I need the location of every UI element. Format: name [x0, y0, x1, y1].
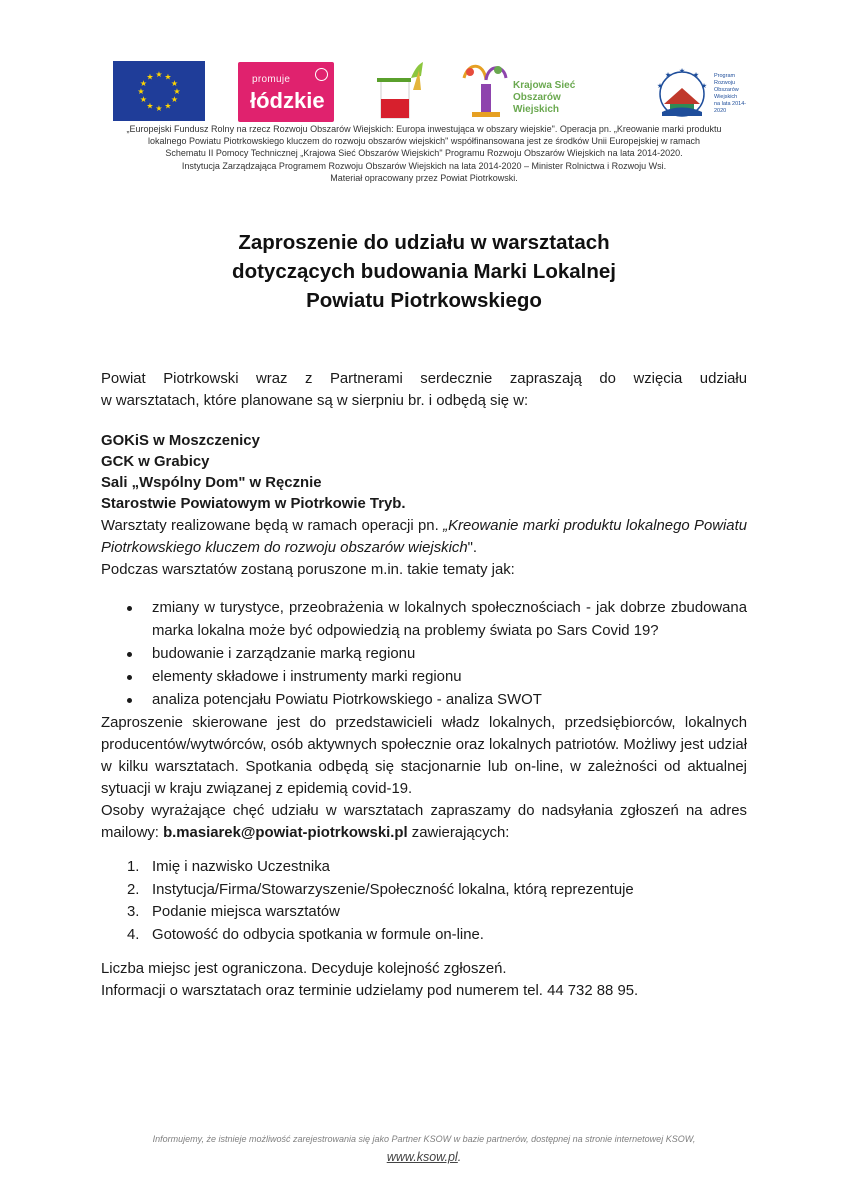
prow-logo: [650, 64, 750, 124]
invitation-paragraph: Zaproszenie skierowane jest do przedstawicieli władz lokalnych, przedsiębiorców, lokalnych producentów/wytwórców, osób aktywnych społecznie oraz lokalnych patriotów. Możliwy jest udział w kilku warsztatach. Spotkania odbędą się stacjonarnie lub on-line, w zależności od aktualnej sytuacji w kraju związanej z epidemią covid-19.: [101, 715, 747, 797]
how-to-apply-suffix: zawierających:: [407, 825, 510, 841]
prow-logo-text: [714, 73, 750, 115]
svg-text:★: ★: [155, 104, 163, 113]
place-item: Starostwie Powiatowym w Piotrkowie Tryb.: [101, 496, 406, 512]
poland-rural-logo: [375, 60, 427, 122]
closing-line1: Liczba miejsc jest ograniczona. Decyduje kolejność zgłoszeń.: [101, 961, 507, 977]
bullet-icon: [127, 652, 132, 657]
funding-note-line2: lokalnego Powiatu Piotrkowskiego kluczem do rozwoju obszarów wiejskich" współfinansowana jest ze środków Unii Europejskiej w ramach: [148, 136, 700, 147]
field-item: [101, 856, 747, 879]
page-title: [100, 228, 748, 315]
topic-text: elementy składowe i instrumenty marki regionu: [152, 669, 462, 685]
place-item: GCK w Grabicy: [101, 454, 210, 470]
footer-website: [60, 1151, 788, 1164]
svg-text:★: ★: [170, 95, 179, 104]
topic-text: analiza potencjału Powiatu Piotrkowskiego - analiza SWOT: [152, 692, 542, 708]
topic-text: budowanie i zarządzanie marką regionu: [152, 646, 416, 662]
field-item: [101, 901, 747, 924]
svg-text:★: ★: [692, 71, 700, 79]
ksow-line2: Obszarów Wiejskich: [513, 92, 561, 115]
funding-note: [110, 123, 738, 184]
prow-line5: na lata 2014-2020: [714, 101, 747, 114]
how-to-apply-prefix: Osoby wyrażające chęć udziału w warsztatach zapraszamy do nadsyłania zgłoszeń na adres mailowy:: [101, 803, 747, 841]
title-line1: Zaproszenie do udziału w warsztatach: [238, 231, 610, 254]
operation-suffix: ".: [467, 540, 478, 556]
field-item: [101, 879, 747, 902]
eu-flag-logo: [113, 61, 205, 121]
field-text: Instytucja/Firma/Stowarzyszenie/Społeczność lokalna, którą reprezentuje: [152, 881, 634, 898]
closing-notes: [101, 958, 747, 1002]
topics-list: [101, 597, 747, 712]
funding-note-line1: „Europejski Fundusz Rolny na rzecz Rozwoju Obszarów Wiejskich: Europa inwestująca w obszary wiejskie". Operacja pn. „Kreowanie marki produktu: [126, 124, 722, 134]
svg-text:★: ★: [678, 67, 686, 75]
title-line2: dotyczących budowania Marki Lokalnej: [232, 260, 616, 283]
intro-line2: w warsztatach, które planowane są w sierpniu br. i odbędą się w:: [101, 393, 529, 409]
website-suffix: .: [457, 1150, 462, 1164]
bullet-icon: [127, 698, 132, 703]
footer: [60, 1133, 788, 1164]
svg-text:★: ★: [164, 72, 172, 82]
svg-text:★: ★: [173, 87, 181, 96]
field-number: 3.: [127, 904, 140, 920]
prow-line2: Rozwoju: [714, 80, 736, 86]
field-number: 2.: [127, 881, 140, 898]
logos-strip: [110, 58, 750, 124]
field-text: Podanie miejsca warsztatów: [152, 904, 340, 920]
bullet-icon: [127, 606, 132, 611]
svg-text:★: ★: [164, 101, 172, 111]
funding-note-line3: Schematu II Pomocy Technicznej „Krajowa Sieć Obszarów Wiejskich" Programu Rozwoju Obszarów Wiejskich na lata 2014-2020.: [165, 148, 683, 159]
field-text: Gotowość do odbycia spotkania w formule on-line.: [152, 926, 484, 943]
website-link[interactable]: www.ksow.pl: [386, 1150, 458, 1164]
closing-line2: Informacji o warsztatach oraz terminie udzielamy pod numerem tel. 44 732 88 95.: [101, 983, 639, 999]
ksow-logo: [458, 58, 608, 122]
topic-item: [101, 666, 747, 689]
svg-text:★: ★: [155, 70, 163, 79]
title-line3: Powiatu Piotrkowskiego: [306, 289, 542, 312]
svg-text:★: ★: [137, 87, 145, 96]
place-item: GOKiS w Moszczenicy: [101, 433, 260, 449]
ksow-logo-text: [513, 80, 608, 116]
svg-text:★: ★: [170, 79, 179, 88]
topics-intro: Podczas warsztatów zostaną poruszone m.in. takie tematy jak:: [101, 562, 515, 578]
field-number: 1.: [127, 859, 140, 875]
svg-text:★: ★: [139, 95, 148, 104]
funding-note-line5: Materiał opracowany przez Powiat Piotrkowski.: [330, 172, 518, 183]
lodzkie-big-text: łódzkie: [250, 88, 325, 113]
field-text: Imię i nazwisko Uczestnika: [152, 859, 330, 875]
svg-text:★: ★: [656, 82, 664, 90]
operation-paragraph: [101, 515, 747, 559]
ksow-line1: Krajowa Sieć: [513, 80, 576, 91]
topic-item: [101, 597, 747, 643]
topic-text: zmiany w turystyce, przeobrażenia w lokalnych społecznościach - jak dobrze zbudowana marka lokalna może być odpowiedzią na problemy świata po Sars Covid 19?: [152, 600, 747, 639]
email-link[interactable]: b.masiarek@powiat-piotrkowski.pl: [163, 825, 408, 841]
funding-note-line4: Instytucja Zarządzająca Programem Rozwoju Obszarów Wiejskich na lata 2014-2020 – Minister Rolnictwa i Rozwoju Wsi.: [181, 160, 667, 171]
svg-text:★: ★: [664, 71, 672, 79]
topic-item: [101, 643, 747, 666]
operation-name: „Kreowanie marki produktu lokalnego Powiatu Piotrkowskiego kluczem do rozwoju obszarów wiejskich: [101, 518, 747, 556]
field-number: 4.: [127, 926, 140, 943]
topic-item: [101, 689, 747, 712]
prow-line1: Program: [714, 73, 736, 79]
prow-line3: Obszarów: [714, 87, 739, 93]
svg-text:★: ★: [139, 79, 148, 88]
svg-text:★: ★: [146, 101, 154, 111]
operation-prefix: Warsztaty realizowane będą w ramach operacji pn.: [101, 518, 444, 534]
lodzkie-logo: [238, 62, 334, 122]
footer-note: Informujemy, że istnieje możliwość zarejestrowania się jako Partner KSOW w bazie partnerów, dostępnej na stronie internetowej KSOW,: [152, 1134, 696, 1144]
lodzkie-small-text: promuje: [252, 74, 291, 85]
intro-line1: Powiat Piotrkowski wraz z Partnerami serdecznie zapraszają do wzięcia udziału: [101, 371, 747, 387]
bullet-icon: [127, 675, 132, 680]
prow-line4: Wiejskich: [714, 94, 738, 100]
places-list: [101, 431, 747, 515]
svg-text:★: ★: [146, 72, 154, 82]
letter-body: [101, 368, 747, 1002]
svg-text:★: ★: [700, 82, 708, 90]
how-to-apply-paragraph: [101, 800, 747, 844]
field-item: [101, 924, 747, 947]
required-fields-list: [101, 856, 747, 946]
place-item: Sali „Wspólny Dom" w Ręcznie: [101, 475, 322, 491]
lodzkie-mark-icon: [315, 68, 328, 81]
